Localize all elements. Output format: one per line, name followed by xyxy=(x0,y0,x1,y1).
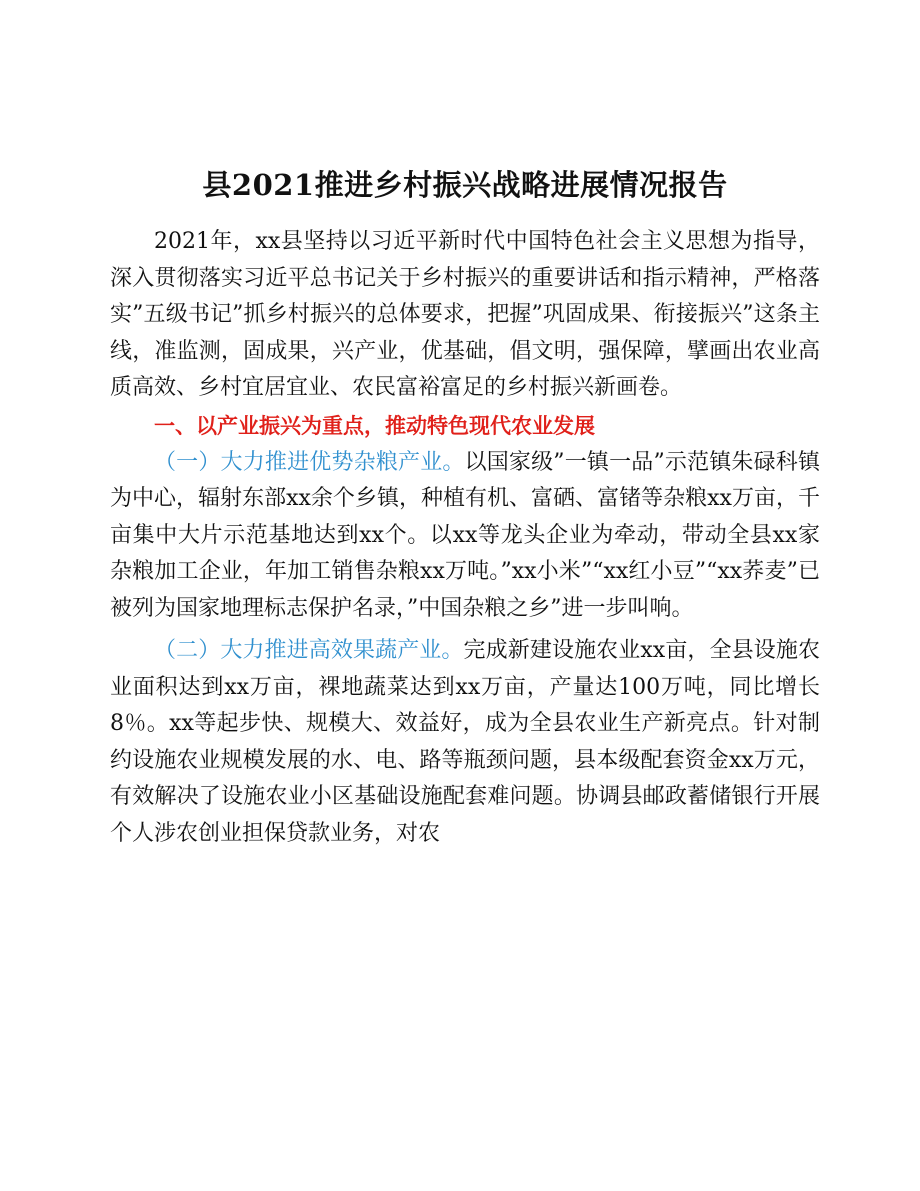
subheading-grain-industry: （一）大力推进优势杂粮产业。 xyxy=(154,449,465,475)
paragraph-grain-industry-body: 以国家级”一镇一品”示范镇朱碌科镇为中心，辐射东部xx余个乡镇，种植有机、富硒、富锗等杂粮xx万亩，千亩集中大片示范基地达到xx个。以xx等龙头企业为牵动，带动全县xx家杂粮加工企业，年加工销售杂粮xx万吨。”xx小米”“xx红小豆”“xx荞麦”已被列为国家地理标志保护名录，”中国杂粮之乡”进一步叫响。 xyxy=(110,449,820,621)
document-page xyxy=(110,160,820,852)
paragraph-fruit-vegetable-industry xyxy=(110,633,820,852)
intro-paragraph: 2021年，xx县坚持以习近平新时代中国特色社会主义思想为指导，深入贯彻落实习近平总书记关于乡村振兴的重要讲话和指示精神，严格落实”五级书记”抓乡村振兴的总体要求，把握”巩固成果、衔接振兴”这条主线，准监测，固成果，兴产业，优基础，倡文明，强保障，擘画出农业高质高效、乡村宜居宜业、农民富裕富足的乡村振兴新画卷。 xyxy=(110,229,820,400)
paragraph-grain-industry xyxy=(110,445,820,628)
subheading-fruit-vegetable-industry: （二）大力推进高效果蔬产业。 xyxy=(154,638,464,663)
document-title: 县2021推进乡村振兴战略进展情况报告 xyxy=(202,168,728,202)
section-heading-industry: 一、以产业振兴为重点，推动特色现代农业发展 xyxy=(154,413,595,438)
paragraph-fruit-vegetable-industry-body: 完成新建设施农业xx亩，全县设施农业面积达到xx万亩，裸地蔬菜达到xx万亩，产量达100万吨，同比增长8％。xx等起步快、规模大、效益好，成为全县农业生产新亮点。针对制约设施农业规模发展的水、电、路等瓶颈问题，县本级配套资金xx万元，有效解决了设施农业小区基础设施配套难问题。协调县邮政蓄储银行开展个人涉农创业担保贷款业务，对农 xyxy=(110,638,820,846)
